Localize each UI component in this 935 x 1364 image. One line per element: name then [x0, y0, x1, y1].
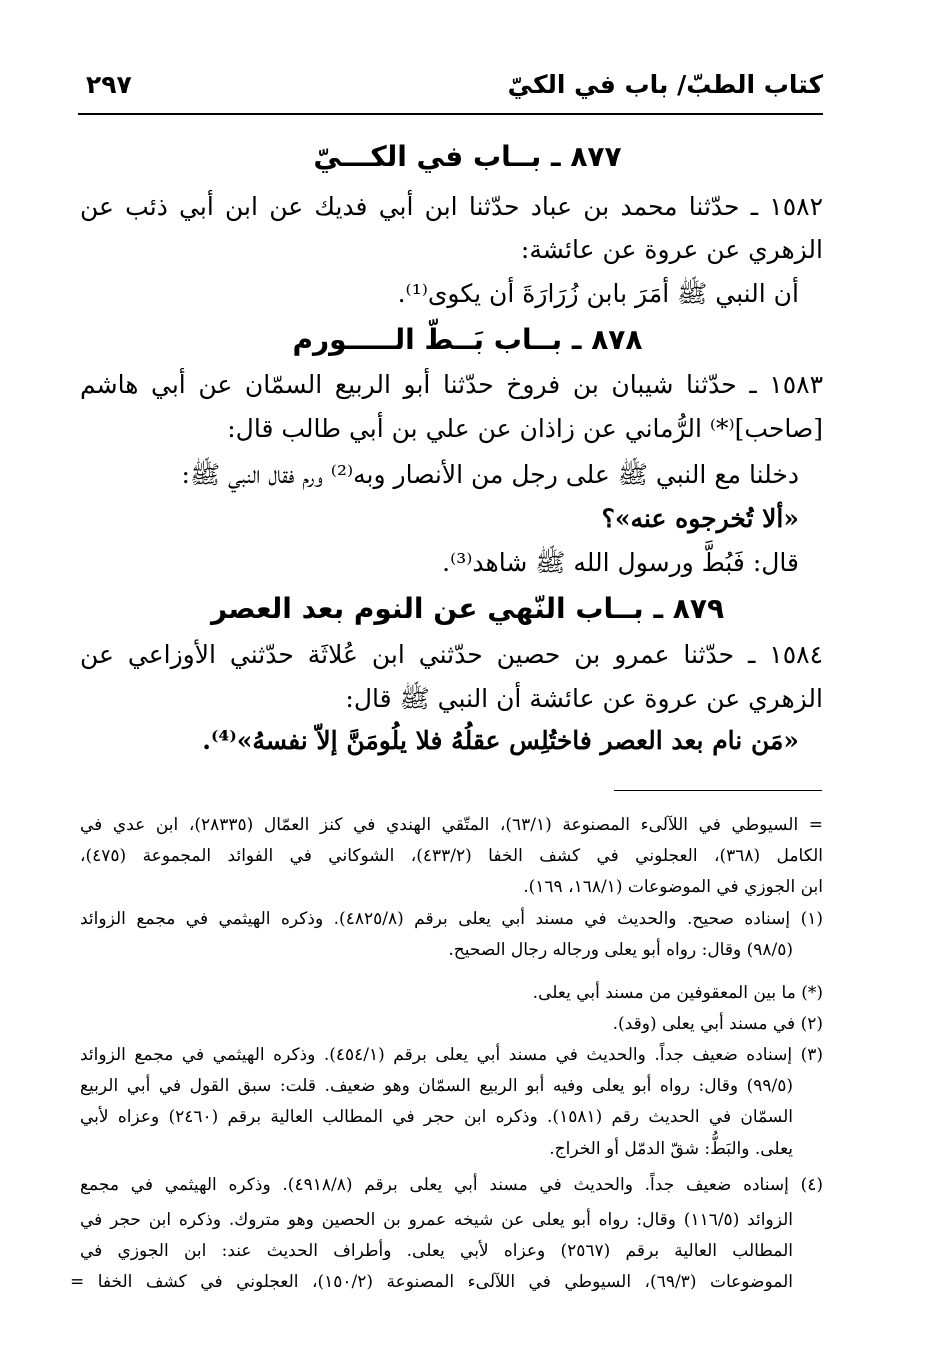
- hadith-1583-text-3: قال: فَبُطَّ ورسول الله ﷺ شاهد⁽³⁾.: [442, 548, 799, 577]
- footnote-line: (٩٩/٥) وقال: رواه أبو يعلى وفيه أبو الربيع السمّان وهو ضعيف. قلت: سبق القول في أبي الربيع: [80, 1076, 793, 1096]
- running-header-title: كتاب الطبّ/ باب في الكيّ: [507, 70, 823, 99]
- footnote-line: (٩٨/٥) وقال: رواه أبو يعلى ورجاله رجال الصحيح.: [448, 940, 793, 960]
- hadith-1584-line-1: ١٥٨٤ ـ حدّثنا عمرو بن حصين حدّثني ابن عُلاثَة حدّثني الأوزاعي عن: [80, 640, 823, 669]
- page-number: ٢٩٧: [86, 70, 132, 99]
- footnote-line: (٢) في مسند أبي يعلى (وقد).: [612, 1014, 823, 1034]
- footnote-line: السمّان في الحديث رقم (١٥٨١). وذكره ابن حجر في المطالب العالية برقم (٢٤٦٠) وعزاه لأبي: [80, 1107, 793, 1127]
- footnote-line: المطالب العالية برقم (٢٥٦٧) وعزاه لأبي يعلى. وأطراف الحديث عند: ابن الجوزي في: [80, 1241, 793, 1261]
- footnote-line: (٣) إسناده ضعيف جداً. والحديث في مسند أبي يعلى برقم (٤٥٤/١). وذكره الهيثمي في مجمع الزوائد: [80, 1045, 823, 1065]
- chapter-heading-879: ٨٧٩ ـ بــاب النّهي عن النوم بعد العصر: [210, 592, 725, 625]
- footnote-line: الموضوعات (٦٩/٣)، السيوطي في اللآلىء المصنوعة (١٥٠/٢)، العجلوني في كشف الخفا =: [70, 1272, 794, 1292]
- footnote-line: (١) إسناده صحيح. والحديث في مسند أبي يعلى برقم (٤٨٢٥/٨). وذكره الهيثمي في مجمع الزوائد: [80, 909, 824, 929]
- footnote-line: (٤) إسناده ضعيف جداً. والحديث في مسند أبي يعلى برقم (٤٩١٨/٨). وذكره الهيثمي في مجمع: [80, 1175, 823, 1195]
- header-rule: [78, 113, 823, 115]
- footnote-line: يعلى. والبَطُّ: شقّ الدمّل أو الخراج.: [549, 1139, 793, 1159]
- footnote-line: الزوائد (١١٦/٥) وقال: رواه أبو يعلى عن شيخه عمرو بن الحصين وهو متروك. وذكره ابن حجر في: [80, 1210, 793, 1230]
- hadith-1583-text-2: «ألا تُخرجوه عنه»؟: [601, 504, 799, 533]
- hadith-1583-line-1: ١٥٨٣ ـ حدّثنا شيبان بن فروخ حدّثنا أبو الربيع السمّان عن أبي هاشم: [80, 370, 823, 399]
- hadith-1582-text: أن النبي ﷺ أمَرَ بابن زُرَارَةَ أن يكوى⁽¹⁾.: [397, 279, 799, 308]
- chapter-heading-878: ٨٧٨ ـ بــاب بَــطّ الـــــورم: [292, 323, 643, 356]
- footnote-line: ابن الجوزي في الموضوعات (١٦٨/١، ١٦٩).: [523, 877, 823, 897]
- footnote-line: الكامل (٣٦٨)، العجلوني في كشف الخفا (٤٣٣/٢)، الشوكاني في الفوائد المجموعة (٤٧٥)،: [80, 846, 823, 866]
- chapter-heading-877: ٨٧٧ ـ بــاب في الكـــيّ: [313, 140, 622, 173]
- hadith-1584-text: «مَن نام بعد العصر فاختُلِس عقلُهُ فلا يلُومَنَّ إلاّ نفسهُ»⁽⁴⁾.: [202, 726, 799, 755]
- hadith-1582-line-1: ١٥٨٢ ـ حدّثنا محمد بن عباد حدّثنا ابن أبي فديك عن ابن أبي ذئب عن: [80, 192, 823, 221]
- hadith-1584-line-2: الزهري عن عروة عن عائشة أن النبي ﷺ قال:: [345, 684, 823, 713]
- footnote-separator: [614, 790, 822, 791]
- footnote-line: (*) ما بين المعقوفين من مسند أبي يعلى.: [532, 983, 823, 1003]
- hadith-1583-text-1: دخلنا مع النبي ﷺ على رجل من الأنصار وبه⁽²⁾ ورم فقال النبي ﷺ:: [181, 460, 799, 489]
- hadith-1582-line-2: الزهري عن عروة عن عائشة:: [520, 235, 823, 264]
- footnote-line: = السيوطي في اللآلىء المصنوعة (٦٣/١)، المتّقي الهندي في كنز العمّال (٢٨٣٣٥)، ابن عدي في: [80, 815, 824, 835]
- hadith-1583-line-2: [صاحب]⁽*⁾ الرُّماني عن زاذان عن علي بن أبي طالب قال:: [227, 414, 823, 443]
